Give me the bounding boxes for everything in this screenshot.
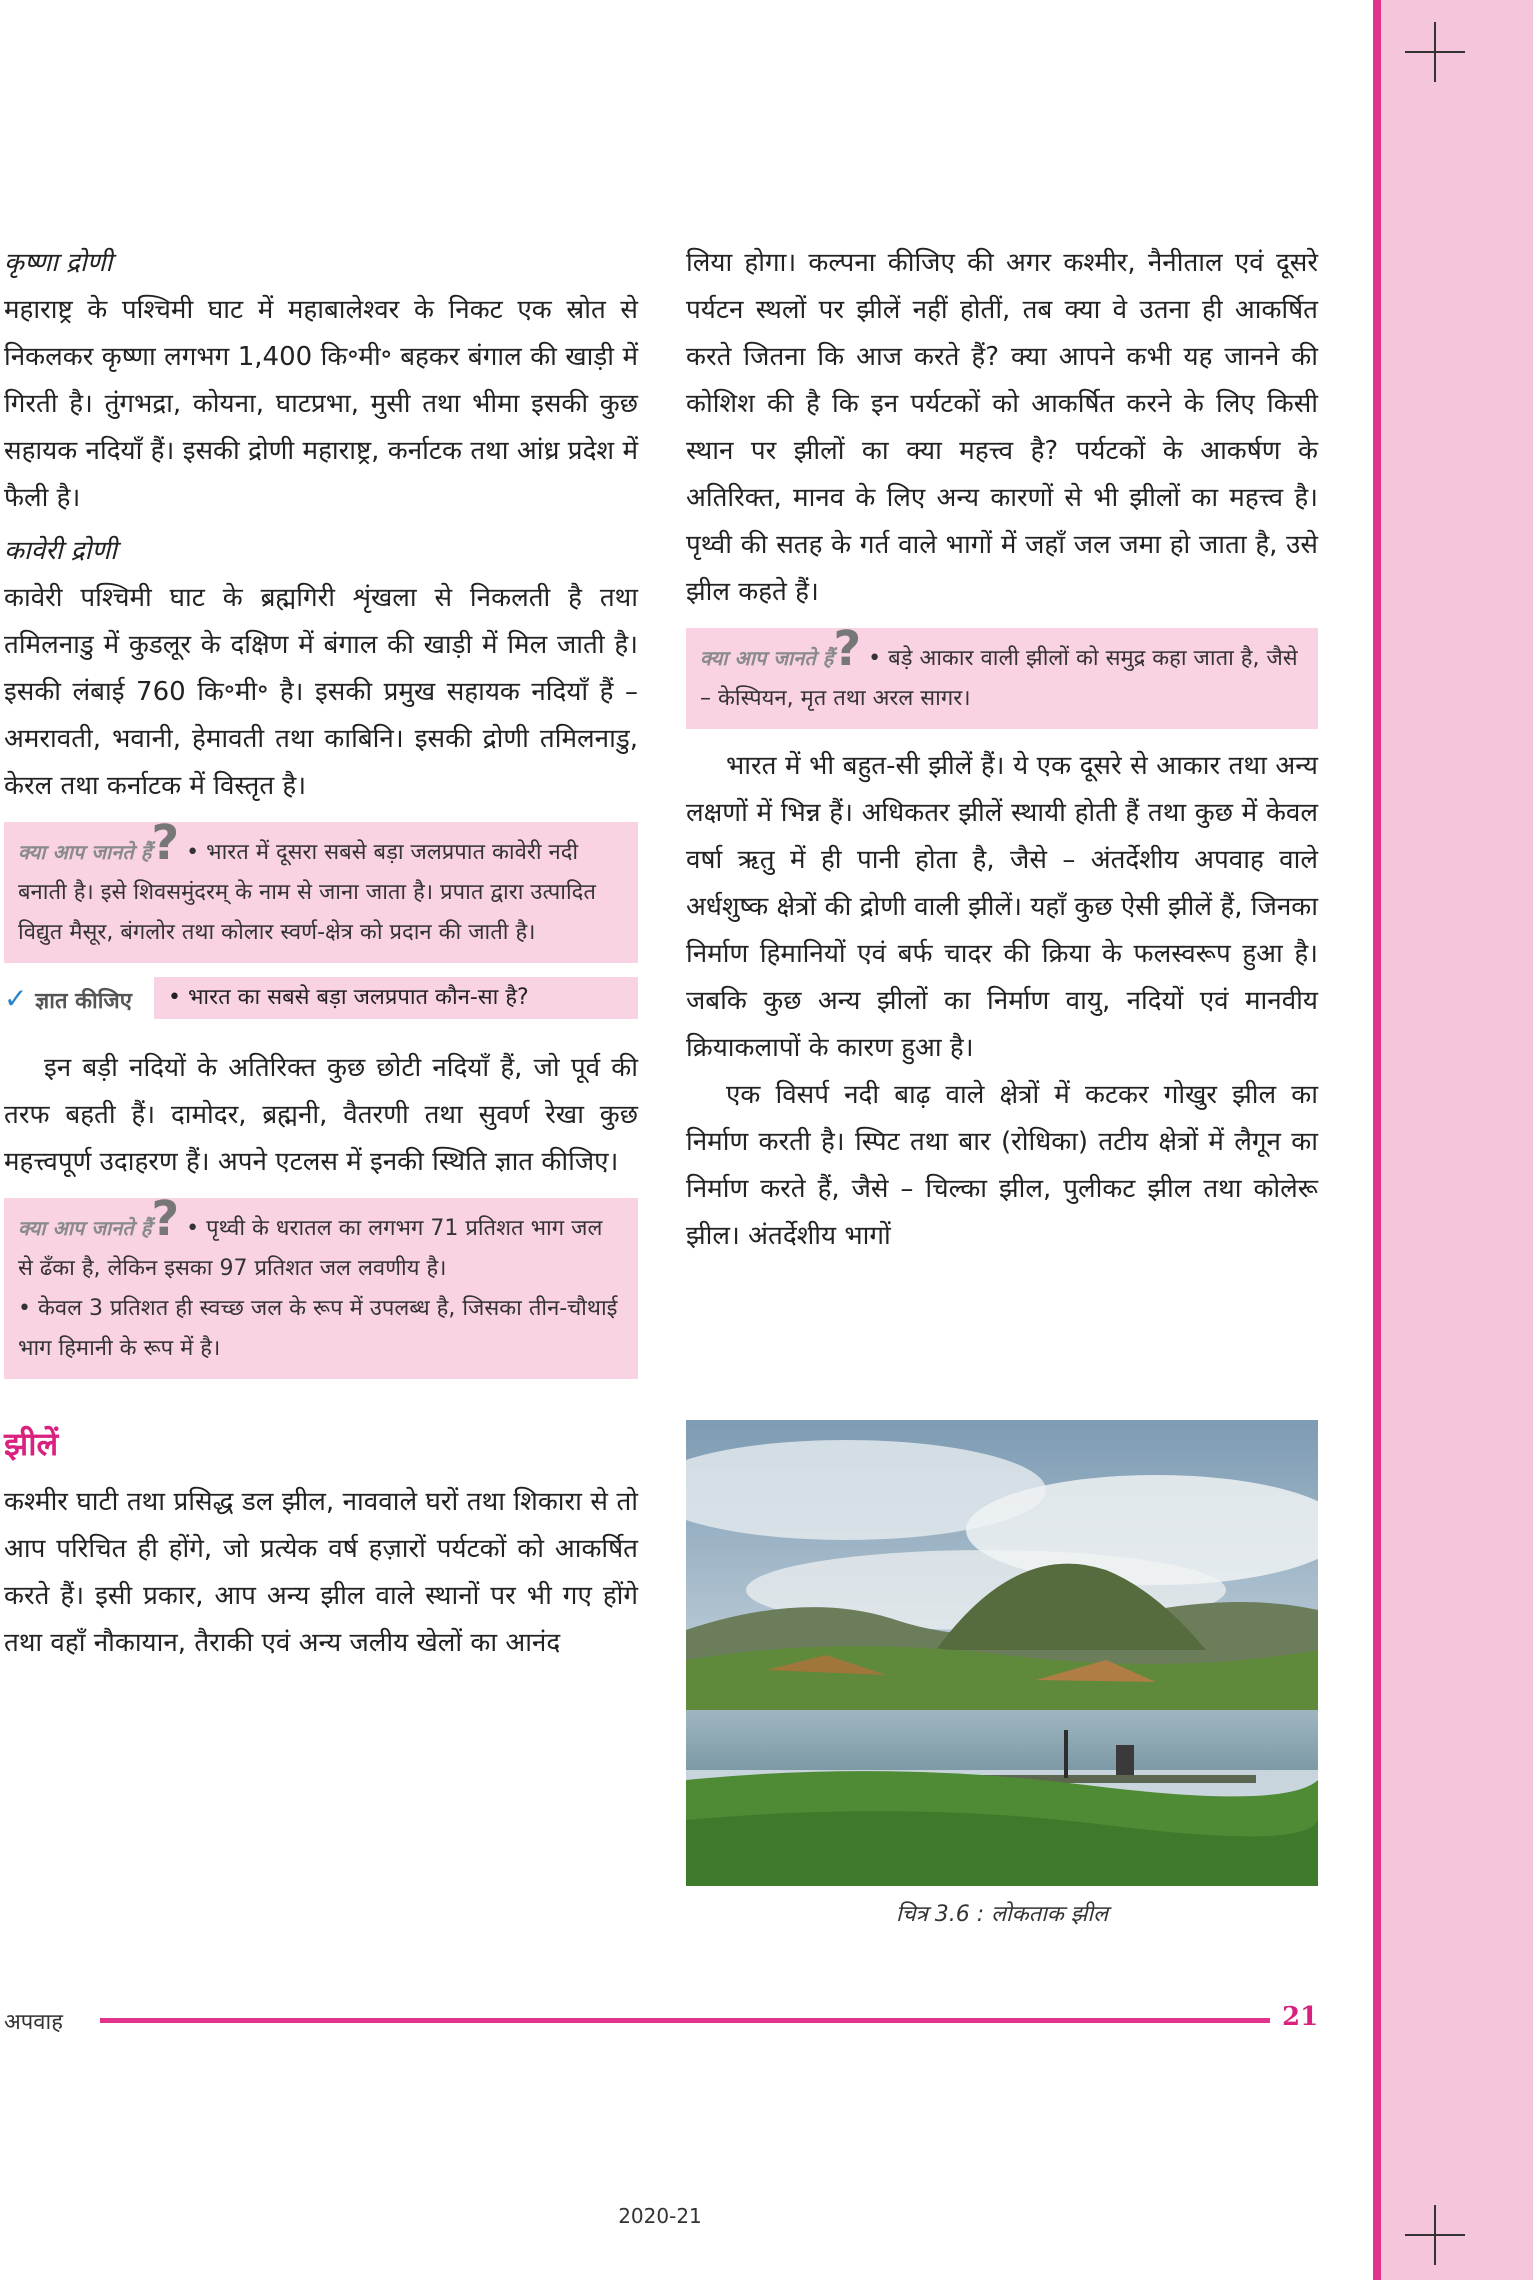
find-out-box — [4, 977, 638, 1019]
footer-rule — [100, 2018, 1270, 2023]
page-number: 21 — [1282, 2002, 1319, 2032]
loktak-lake-photo — [686, 1420, 1318, 1886]
photo-caption: चित्र 3.6 : लोकताक झील — [895, 1902, 1109, 1927]
did-you-know-box-1 — [4, 815, 638, 963]
find-out-text: • भारत का सबसे बड़ा जलप्रपात कौन-सा है? — [154, 977, 638, 1019]
krishna-text: महाराष्ट्र के पश्चिमी घाट में महाबालेश्वर के निकट एक स्रोत से निकलकर कृष्णा लगभग 1,400 कि॰मी॰ बहकर बंगाल की खाड़ी में गिरती है। तुंगभद्रा, कोयना, घाटप्रभा, मुसी तथा भीमा इसकी कुछ सहायक नदियाँ हैं। इसकी द्रोणी महाराष्ट्र, कर्नाटक तथा आंध्र प्रदेश में फैली है। — [4, 295, 638, 513]
check-icon: ✓ — [4, 981, 28, 1015]
lakes-heading: झीलें — [4, 1425, 59, 1463]
lakes-para-1: लिया होगा। कल्पना कीजिए की अगर कश्मीर, नैनीताल एवं दूसरे पर्यटन स्थलों पर झीलें नहीं होतीं, तब क्या वे उतना ही आकर्षित करते जितना कि आज करते हैं? क्या आपने कभी यह जानने की कोशिश की है कि इन पर्यटकों को आकर्षित करने के लिए किसी स्थान पर झीलों का क्या महत्त्व है? पर्यटकों के आकर्षण के अतिरिक्त, मानव के लिए अन्य कारणों से भी झीलों का महत्त्व है। पृथ्वी की सतह के गर्त वाले भागों में जहाँ जल जमा हो जाता है, उसे झील कहते हैं। — [686, 248, 1318, 607]
did-you-know-text: • बड़े आकार वाली झीलों को समुद्र कहा जाता है, जैसे – केस्पियन, मृत तथा अरल सागर। — [700, 646, 1298, 711]
find-out-tag: ✓ ज्ञात कीजिए — [4, 981, 132, 1015]
page-edge-line — [1373, 0, 1381, 2280]
question-mark-icon: ? — [151, 815, 180, 871]
lakes-text: कश्मीर घाटी तथा प्रसिद्ध डल झील, नाववाले घरों तथा शिकारा से तो आप परिचित ही होंगे, जो प्रत्येक वर्ष हज़ारों पर्यटकों को आकर्षित करते हैं। इसी प्रकार, आप अन्य झील वाले स्थानों पर भी गए होंगे तथा वहाँ नौकायान, तैराकी एवं अन्य जलीय खेलों का आनंद — [4, 1487, 638, 1658]
edition-year: 2020-21 — [618, 2204, 702, 2228]
kaveri-heading: कावेरी द्रोणी — [4, 536, 117, 566]
question-mark-icon: ? — [151, 1191, 180, 1247]
krishna-heading: कृष्णा द्रोणी — [4, 248, 113, 278]
crop-mark-top — [1405, 22, 1465, 82]
lakes-para-2: भारत में भी बहुत-सी झीलें हैं। ये एक दूसरे से आकार तथा अन्य लक्षणों में भिन्न हैं। अधिकतर झीलें स्थायी होती हैं तथा कुछ में केवल वर्षा ऋतु में ही पानी होता है, जैसे – अंतर्देशीय अपवाह वाले अर्धशुष्क क्षेत्रों की द्रोणी वाली झीलें। यहाँ कुछ ऐसी झीलें हैं, जिनका निर्माण हिमानियों एवं बर्फ चादर की क्रिया के फलस्वरूप हुआ है। जबकि कुछ अन्य झीलों का निर्माण वायु, नदियों एवं मानवीय क्रियाकलापों के कारण हुआ है। — [686, 751, 1318, 1063]
crop-mark-bottom — [1405, 2205, 1465, 2265]
page-edge-strip — [1373, 0, 1533, 2280]
right-column — [686, 240, 1318, 1260]
did-you-know-box-3 — [686, 621, 1318, 729]
did-you-know-box-2 — [4, 1191, 638, 1379]
did-you-know-line-2: • केवल 3 प्रतिशत ही स्वच्छ जल के रूप में उपलब्ध है, जिसका तीन-चौथाई भाग हिमानी के रूप में है। — [18, 1296, 618, 1361]
small-rivers-text: इन बड़ी नदियों के अतिरिक्त कुछ छोटी नदियाँ हैं, जो पूर्व की तरफ बहती हैं। दामोदर, ब्रह्मनी, वैतरणी तथा सुवर्ण रेखा कुछ महत्त्वपूर्ण उदाहरण हैं। अपने एटलस में इनकी स्थिति ज्ञात कीजिए। — [4, 1053, 638, 1177]
kaveri-text: कावेरी पश्चिमी घाट के ब्रह्मगिरी शृंखला से निकलती है तथा तमिलनाडु में कुडलूर के दक्षिण में बंगाल की खाड़ी में मिल जाती है। इसकी लंबाई 760 कि॰मी॰ है। इसकी प्रमुख सहायक नदियाँ हैं – अमरावती, भवानी, हेमावती तथा काबिनि। इसकी द्रोणी तमिलनाडु, केरल तथा कर्नाटक में विस्तृत है। — [4, 583, 638, 801]
did-you-know-text: • भारत में दूसरा सबसे बड़ा जलप्रपात कावेरी नदी बनाती है। इसे शिवसमुंदरम् के नाम से जाना जाता है। प्रपात द्वारा उत्पादित विद्युत मैसूर, बंगलोर तथा कोलार स्वर्ण-क्षेत्र को प्रदान की जाती है। — [18, 840, 596, 945]
chapter-label: अपवाह — [4, 2010, 63, 2035]
left-column — [4, 240, 638, 1667]
lakes-para-3: एक विसर्प नदी बाढ़ वाले क्षेत्रों में कटकर गोखुर झील का निर्माण करती है। स्पिट तथा बार (रोधिका) तटीय क्षेत्रों में लैगून का निर्माण करते हैं, जैसे – चिल्का झील, पुलीकट झील तथा कोलेरू झील। अंतर्देशीय भागों — [686, 1080, 1318, 1251]
did-you-know-tag: क्या आप जानते हैं — [700, 646, 834, 670]
did-you-know-line-1: • पृथ्वी के धरातल का लगभग 71 प्रतिशत भाग जल से ढँका है, लेकिन इसका 97 प्रतिशत जल लवणीय है। — [18, 1216, 603, 1281]
did-you-know-tag: क्या आप जानते हैं — [18, 840, 152, 864]
question-mark-icon: ? — [833, 621, 862, 677]
did-you-know-tag: क्या आप जानते हैं — [18, 1216, 152, 1240]
